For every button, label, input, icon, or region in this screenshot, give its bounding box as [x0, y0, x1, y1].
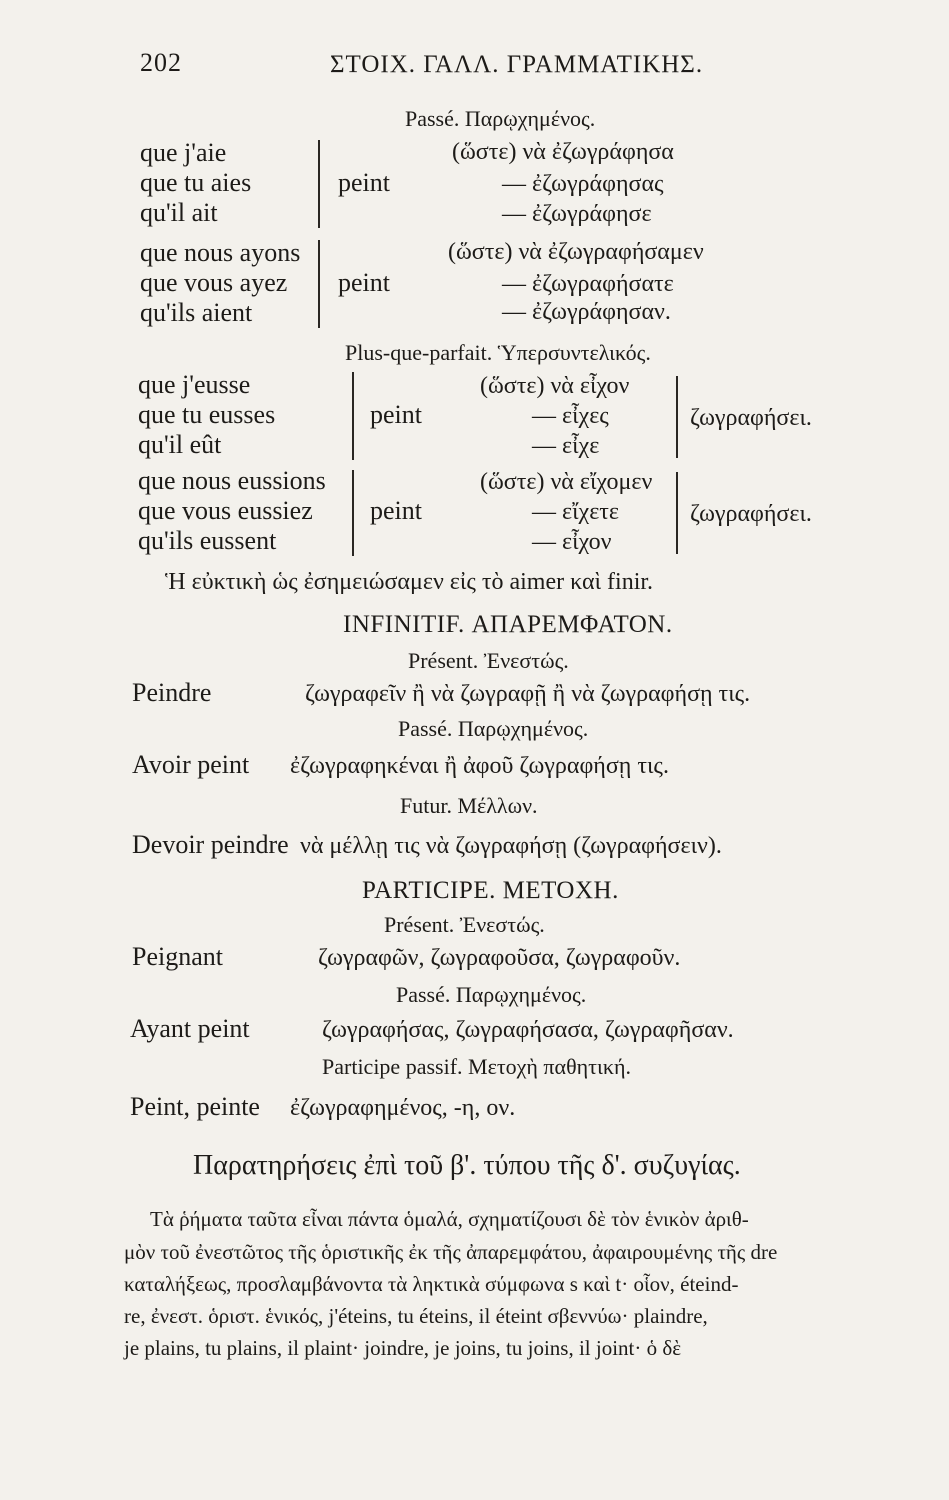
subj-passe-fr: qu'ils aient — [140, 298, 253, 327]
tense-label: Participe passif. Μετοχὴ παθητική. — [322, 1054, 631, 1079]
subj-pqp-fr: qu'ils eussent — [138, 526, 277, 555]
inf-fr: Devoir peindre — [132, 830, 289, 859]
pqp-heading: Plus-que-parfait. Ὑπερσυντελικός. — [345, 340, 651, 365]
part-fr: Peint, peinte — [130, 1092, 260, 1121]
passe-heading: Passé. Παρῳχημένος. — [405, 106, 596, 131]
part-fr: Peignant — [132, 942, 223, 971]
subj-pqp-gr: (ὥστε) νὰ εἴχομεν — [480, 469, 653, 495]
part-gr: ἐζωγραφημένος, -η, ον. — [290, 1095, 516, 1121]
page-number: 202 — [140, 48, 182, 77]
inf-gr: νὰ μέλλῃ τις νὰ ζωγραφήσῃ (ζωγραφήσειν). — [300, 833, 722, 859]
participe-heading: PARTICIPE. ΜΕΤΟΧΗ. — [362, 877, 619, 904]
brace — [318, 140, 326, 228]
observation-line: re, ἐνεστ. ὁριστ. ἑνικός, j'éteins, tu éteins, il éteint σβεννύω· plaindre, — [124, 1304, 708, 1328]
inf-gr: ἐζωγραφηκέναι ἢ ἀφοῦ ζωγραφήσῃ τις. — [290, 753, 669, 779]
observation-line: μὸν τοῦ ἐνεστῶτος τῆς ὁριστικῆς ἐκ τῆς ἀπαρεμφάτου, ἀφαιρουμένης τῆς dre — [124, 1240, 778, 1264]
subj-pqp-fr: qu'il eût — [138, 430, 222, 459]
subj-pqp-gr: — εἶχες — [532, 403, 609, 429]
tense-label: Passé. Παρῳχημένος. — [396, 982, 587, 1007]
inf-fr: Avoir peint — [132, 750, 250, 779]
observations-heading: Παρατηρήσεις ἐπὶ τοῦ β'. τύπου τῆς δ'. συζυγίας. — [193, 1150, 741, 1181]
subj-pqp-fr: que vous eussiez — [138, 496, 313, 525]
peint-label: peint — [370, 496, 422, 525]
subj-pqp-fr: que j'eusse — [138, 370, 251, 399]
subj-passe-fr: que tu aies — [140, 168, 252, 197]
subj-pqp-gr: — εἶχε — [532, 433, 600, 459]
optative-note: Ἡ εὐκτικὴ ὡς ἐσημειώσαμεν εἰς τὸ aimer καὶ finir. — [165, 569, 654, 595]
brace — [352, 470, 360, 556]
inf-gr: ζωγραφεῖν ἢ νὰ ζωγραφῇ ἢ νὰ ζωγραφήσῃ τις. — [305, 681, 751, 707]
observation-line: Τὰ ῥήματα ταῦτα εἶναι πάντα ὁμαλά, σχηματίζουσι δὲ τὸν ἑνικὸν ἀριθ- — [150, 1207, 749, 1231]
brace — [318, 240, 326, 328]
subj-pqp-fr: que nous eussions — [138, 466, 326, 495]
part-fr: Ayant peint — [130, 1014, 250, 1043]
subj-passe-fr: qu'il ait — [140, 198, 218, 227]
subj-pqp-gr: — εἶχον — [532, 529, 612, 555]
peint-label: peint — [338, 168, 390, 197]
subj-passe-gr: — ἐζωγράφησας — [502, 171, 664, 197]
subj-pqp-gr: (ὥστε) νὰ εἶχον — [480, 373, 630, 399]
subj-passe-gr: — ἐζωγράφησαν. — [502, 299, 671, 325]
subj-pqp-gr: — εἴχετε — [532, 499, 619, 525]
subj-passe-fr: que nous ayons — [140, 238, 301, 267]
peint-label: peint — [338, 268, 390, 297]
part-gr: ζωγραφῶν, ζωγραφοῦσα, ζωγραφοῦν. — [318, 945, 681, 971]
tense-label: Présent. Ἐνεστώς. — [384, 912, 545, 937]
subj-pqp-fr: que tu eusses — [138, 400, 276, 429]
brace — [352, 372, 360, 460]
subj-passe-gr: — ἐζωγραφήσατε — [502, 271, 674, 297]
subj-passe-fr: que j'aie — [140, 138, 227, 167]
tense-label: Futur. Μέλλων. — [400, 793, 538, 818]
pqp-side-note: ζωγραφήσει. — [690, 501, 812, 527]
brace — [670, 376, 678, 458]
subj-passe-gr: (ὥστε) νὰ ἐζωγραφήσαμεν — [448, 239, 704, 265]
part-gr: ζωγραφήσας, ζωγραφήσασα, ζωγραφῆσαν. — [322, 1017, 734, 1043]
subj-passe-gr: (ὥστε) νὰ ἐζωγράφησα — [452, 139, 674, 165]
pqp-side-note: ζωγραφήσει. — [690, 405, 812, 431]
subj-passe-gr: — ἐζωγράφησε — [502, 201, 652, 227]
tense-label: Passé. Παρῳχημένος. — [398, 716, 589, 741]
brace — [670, 472, 678, 554]
subj-passe-fr: que vous ayez — [140, 268, 288, 297]
running-title: ΣΤΟΙΧ. ΓΑΛΛ. ΓΡΑΜΜΑΤΙΚΗΣ. — [330, 51, 704, 78]
observation-line: καταλήξεως, προσλαμβάνοντα τὰ ληκτικὰ σύμφωνα s καὶ t· οἷον, éteind- — [124, 1272, 739, 1296]
inf-fr: Peindre — [132, 678, 212, 707]
peint-label: peint — [370, 400, 422, 429]
observation-line: je plains, tu plains, il plaint· joindre, je joins, tu joins, il joint· ὁ δὲ — [124, 1336, 682, 1360]
infinitif-heading: INFINITIF. ΑΠΑΡΕΜΦΑΤΟΝ. — [343, 611, 673, 638]
tense-label: Présent. Ἐνεστώς. — [408, 648, 569, 673]
